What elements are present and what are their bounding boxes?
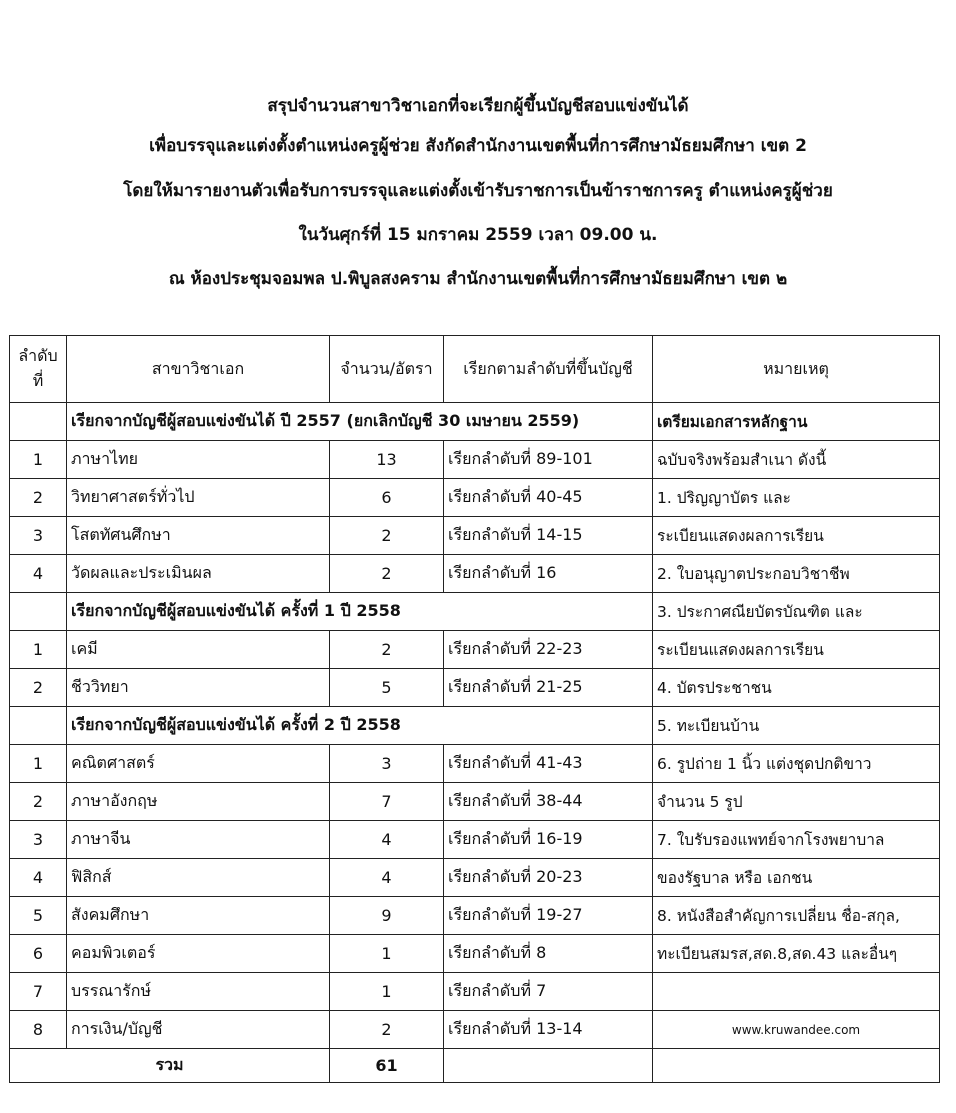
row-call: เรียกลำดับที่ 19-27 (444, 897, 653, 935)
row-subject: คณิตศาสตร์ (67, 745, 330, 783)
row-number: 1 (10, 631, 67, 669)
row-number: 4 (10, 859, 67, 897)
section-row (10, 707, 940, 745)
row-subject: เคมี (67, 631, 330, 669)
table-row (10, 783, 940, 821)
note-line: ระเบียนแสดงผลการเรียน (653, 517, 940, 555)
table-row (10, 631, 940, 669)
header-note: หมายเหตุ (653, 336, 940, 403)
row-call: เรียกลำดับที่ 8 (444, 935, 653, 973)
row-number: 2 (10, 669, 67, 707)
row-count: 13 (330, 441, 444, 479)
section-title: เรียกจากบัญชีผู้สอบแข่งขันได้ ครั้งที่ 2 ปี 2558 (67, 707, 653, 745)
note-line: 4. บัตรประชาชน (653, 669, 940, 707)
total-row (10, 1049, 940, 1083)
row-number: 6 (10, 935, 67, 973)
total-value: 61 (330, 1049, 444, 1083)
row-subject: วัดผลและประเมินผล (67, 555, 330, 593)
row-count: 4 (330, 859, 444, 897)
row-subject: ชีววิทยา (67, 669, 330, 707)
row-subject: การเงิน/บัญชี (67, 1011, 330, 1049)
row-number: 2 (10, 479, 67, 517)
website-link[interactable]: www.kruwandee.com (653, 1011, 940, 1049)
section-row (10, 593, 940, 631)
table-row (10, 555, 940, 593)
row-call: เรียกลำดับที่ 14-15 (444, 517, 653, 555)
row-count: 2 (330, 631, 444, 669)
section-title: เรียกจากบัญชีผู้สอบแข่งขันได้ ปี 2557 (ยกเลิกบัญชี 30 เมษายน 2559) (67, 403, 653, 441)
row-count: 3 (330, 745, 444, 783)
section-row (10, 403, 940, 441)
heading-line-2: เพื่อบรรจุและแต่งตั้งตำแหน่งครูผู้ช่วย สังกัดสำนักงานเขตพื้นที่การศึกษามัธยมศึกษา เขต 2 (149, 136, 807, 156)
heading-line-3: โดยให้มารายงานตัวเพื่อรับการบรรจุและแต่งตั้งเข้ารับราชการเป็นข้าราชการครู ตำแหน่งครูผู้ช่วย (123, 181, 833, 201)
row-call: เรียกลำดับที่ 7 (444, 973, 653, 1011)
row-call: เรียกลำดับที่ 16 (444, 555, 653, 593)
note-line: จำนวน 5 รูป (653, 783, 940, 821)
row-call: เรียกลำดับที่ 38-44 (444, 783, 653, 821)
header-count: จำนวน/อัตรา (330, 336, 444, 403)
note-line: เตรียมเอกสารหลักฐาน (653, 403, 940, 441)
row-count: 2 (330, 1011, 444, 1049)
note-line: ฉบับจริงพร้อมสำเนา ดังนี้ (653, 441, 940, 479)
section-title: เรียกจากบัญชีผู้สอบแข่งขันได้ ครั้งที่ 1 ปี 2558 (67, 593, 653, 631)
note-line: ทะเบียนสมรส,สด.8,สด.43 และอื่นๆ (653, 935, 940, 973)
row-number: 1 (10, 745, 67, 783)
note-line: 6. รูปถ่าย 1 นิ้ว แต่งชุดปกติขาว (653, 745, 940, 783)
row-subject: ภาษาอังกฤษ (67, 783, 330, 821)
table-row (10, 669, 940, 707)
row-call: เรียกลำดับที่ 40-45 (444, 479, 653, 517)
row-call: เรียกลำดับที่ 41-43 (444, 745, 653, 783)
heading-line-5: ณ ห้องประชุมจอมพล ป.พิบูลสงคราม สำนักงานเขตพื้นที่การศึกษามัธยมศึกษา เขต ๒ (168, 269, 788, 289)
row-call: เรียกลำดับที่ 13-14 (444, 1011, 653, 1049)
row-count: 9 (330, 897, 444, 935)
row-count: 5 (330, 669, 444, 707)
note-line: ระเบียนแสดงผลการเรียน (653, 631, 940, 669)
row-subject: ภาษาจีน (67, 821, 330, 859)
heading-line-4: ในวันศุกร์ที่ 15 มกราคม 2559 เวลา 09.00 น. (298, 225, 658, 245)
row-subject: วิทยาศาสตร์ทั่วไป (67, 479, 330, 517)
row-count: 1 (330, 935, 444, 973)
row-call: เรียกลำดับที่ 89-101 (444, 441, 653, 479)
row-call: เรียกลำดับที่ 22-23 (444, 631, 653, 669)
table-row (10, 745, 940, 783)
heading-line-1: สรุปจำนวนสาขาวิชาเอกที่จะเรียกผู้ขึ้นบัญชีสอบแข่งขันได้ (267, 96, 689, 116)
header-call: เรียกตามลำดับที่ขึ้นบัญชี (444, 336, 653, 403)
table-row (10, 479, 940, 517)
row-number: 8 (10, 1011, 67, 1049)
table-row (10, 1011, 940, 1049)
row-number: 3 (10, 821, 67, 859)
note-line: 7. ใบรับรองแพทย์จากโรงพยาบาล (653, 821, 940, 859)
table-row (10, 821, 940, 859)
row-subject: โสตทัศนศึกษา (67, 517, 330, 555)
row-subject: สังคมศึกษา (67, 897, 330, 935)
table-row (10, 935, 940, 973)
row-count: 4 (330, 821, 444, 859)
row-subject: บรรณารักษ์ (67, 973, 330, 1011)
table-row (10, 517, 940, 555)
note-line: 3. ประกาศณียบัตรบัณฑิต และ (653, 593, 940, 631)
row-number: 5 (10, 897, 67, 935)
row-subject: ฟิสิกส์ (67, 859, 330, 897)
note-line: 2. ใบอนุญาตประกอบวิชาชีพ (653, 555, 940, 593)
note-line: 5. ทะเบียนบ้าน (653, 707, 940, 745)
note-line: 8. หนังสือสำคัญการเปลี่ยน ชื่อ-สกุล, (653, 897, 940, 935)
row-number: 4 (10, 555, 67, 593)
row-count: 2 (330, 555, 444, 593)
row-number: 3 (10, 517, 67, 555)
table-row (10, 897, 940, 935)
recruitment-table (9, 335, 940, 1083)
row-call: เรียกลำดับที่ 16-19 (444, 821, 653, 859)
header-order-line-2: ที่ (32, 371, 44, 390)
table-header-row (10, 336, 940, 403)
row-call: เรียกลำดับที่ 20-23 (444, 859, 653, 897)
note-line: 1. ปริญญาบัตร และ (653, 479, 940, 517)
row-number: 1 (10, 441, 67, 479)
row-number: 7 (10, 973, 67, 1011)
row-count: 7 (330, 783, 444, 821)
row-count: 1 (330, 973, 444, 1011)
row-number: 2 (10, 783, 67, 821)
note-line: ของรัฐบาล หรือ เอกชน (653, 859, 940, 897)
row-subject: คอมพิวเตอร์ (67, 935, 330, 973)
table-row (10, 441, 940, 479)
header-order-line-1: ลำดับ (18, 346, 58, 365)
row-subject: ภาษาไทย (67, 441, 330, 479)
row-call: เรียกลำดับที่ 21-25 (444, 669, 653, 707)
table-row (10, 973, 940, 1011)
table-row (10, 859, 940, 897)
header-subject: สาขาวิชาเอก (67, 336, 330, 403)
header-order (10, 336, 67, 403)
row-count: 6 (330, 479, 444, 517)
row-count: 2 (330, 517, 444, 555)
total-label: รวม (10, 1049, 330, 1083)
